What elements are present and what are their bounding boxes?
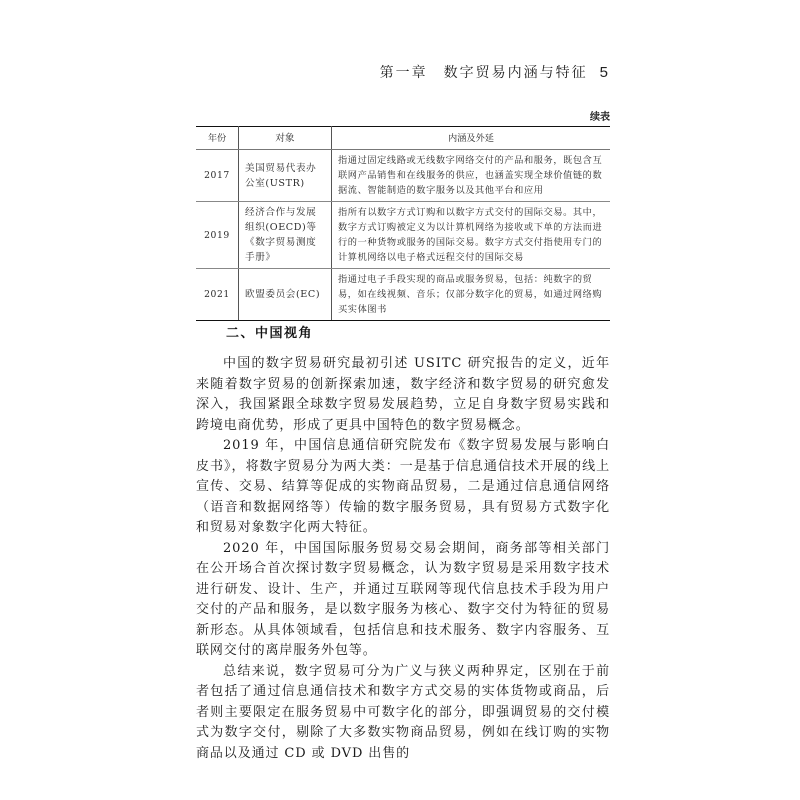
cell-definition: 指所有以数字方式订购和以数字方式交付的国际交易。其中，数字方式订购被定义为以计算机网络为接收或下单的方法而进行的一种货物或服务的国际交易。数字方式交付指使用专门的计算机网络以电子格式远程交付的国际交易	[332, 202, 611, 269]
running-head	[360, 62, 608, 82]
body-text	[196, 354, 610, 764]
chapter-title: 第一章 数字贸易内涵与特征	[379, 65, 588, 81]
cell-definition: 指通过电子手段实现的商品或服务贸易，包括：纯数字的贸易，如在线视频、音乐；仅部分数字化的贸易，如通过网络购买实体图书	[332, 269, 611, 321]
header-year: 年份	[196, 127, 239, 150]
cell-year: 2017	[196, 150, 239, 202]
cell-definition: 指通过固定线路或无线数字网络交付的产品和服务，既包含互联网产品销售和在线服务的供应，也涵盖实现全球价值链的数据流、智能制造的数字服务以及其他平台和应用	[332, 150, 611, 202]
table-row	[196, 269, 610, 321]
header-definition: 内涵及外延	[332, 127, 611, 150]
header-subject: 对象	[239, 127, 332, 150]
table-row	[196, 202, 610, 269]
page-number: 5	[599, 64, 608, 81]
paragraph: 2019 年，中国信息通信研究院发布《数字贸易发展与影响白皮书》，将数字贸易分为两大类：一是基于信息通信技术开展的线上宣传、交易、结算等促成的实物商品贸易，二是通过信息通信网络（语音和数据网络等）传输的数字服务贸易，具有贸易方式数字化和贸易对象数字化两大特征。	[196, 438, 610, 535]
paragraph: 2020 年，中国国际服务贸易交易会期间，商务部等相关部门在公开场合首次探讨数字贸易概念，认为数字贸易是采用数字技术进行研发、设计、生产，并通过互联网等现代信息技术手段为用户交付的产品和服务，是以数字服务为核心、数字交付为特征的贸易新形态。从具体领域看，包括信息和技术服务、数字内容服务、互联网交付的离岸服务外包等。	[196, 540, 610, 658]
paragraph: 中国的数字贸易研究最初引述 USITC 研究报告的定义，近年来随着数字贸易的创新探索加速，数字经济和数字贸易的研究愈发深入，我国紧跟全球数字贸易发展趋势，立足自身数字贸易实践和跨境电商优势，形成了更具中国特色的数字贸易概念。	[196, 356, 610, 433]
paragraph: 总结来说，数字贸易可分为广义与狭义两种界定，区别在于前者包括了通过信息通信技术和数字方式交易的实体货物或商品，后者则主要限定在服务贸易中可数字化的部分，即强调贸易的交付模式为数字交付，剔除了大多数实物商品贸易，例如在线订购的实物商品以及通过 CD 或 DVD 出售的	[196, 663, 610, 761]
cell-subject: 美国贸易代表办公室(USTR)	[239, 150, 332, 202]
cell-year: 2021	[196, 269, 239, 321]
cell-subject: 经济合作与发展组织(OECD)等《数字贸易测度手册》	[239, 202, 332, 269]
table-row	[196, 150, 610, 202]
cell-subject: 欧盟委员会(EC)	[239, 269, 332, 321]
definition-table	[196, 126, 610, 321]
table-header-row	[196, 127, 610, 150]
cell-year: 2019	[196, 202, 239, 269]
table-continued-label: 续表	[590, 112, 610, 123]
section-heading: 二、中国视角	[226, 326, 314, 341]
